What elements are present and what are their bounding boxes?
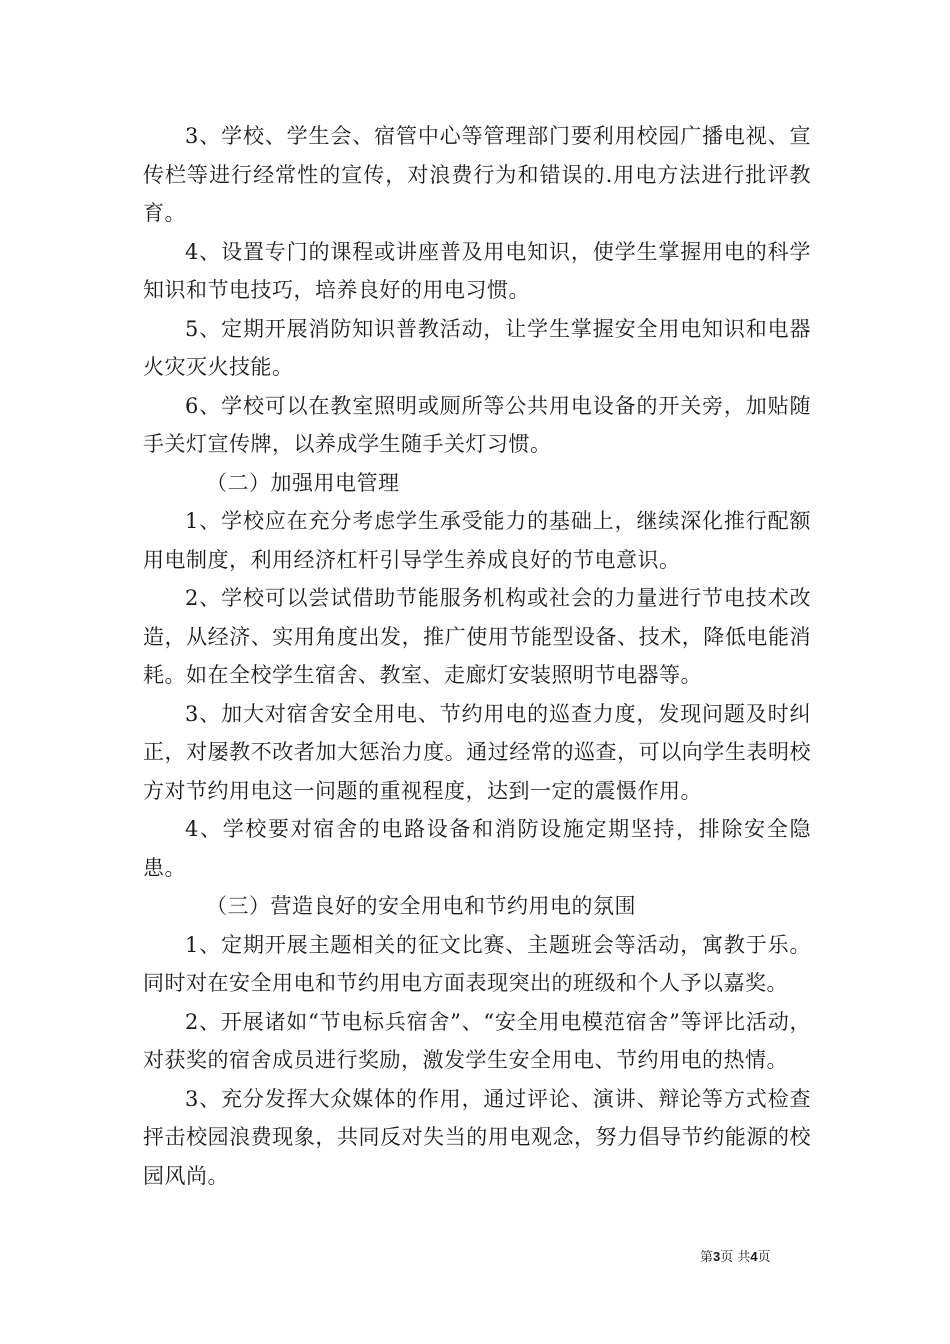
paragraph: 1、定期开展主题相关的征文比赛、主题班会等活动，寓教于乐。同时对在安全用电和节约用电方面表现突出的班级和个人予以嘉奖。 (143, 932, 811, 995)
paragraph: 3、加大对宿舍安全用电、节约用电的巡查力度，发现问题及时纠正，对屡教不改者加大惩治力度。通过经常的巡查，可以向学生表明校方对节约用电这一问题的重视程度，达到一定的震慑作用。 (143, 701, 811, 803)
paragraph: 6、学校可以在教室照明或厕所等公共用电设备的开关旁，加贴随手关灯宣传牌，以养成学生随手关灯习惯。 (143, 393, 811, 456)
page-number-prefix: 第 (700, 1250, 714, 1265)
total-pages-number: 4 (750, 1249, 758, 1264)
page-footer (700, 1248, 830, 1267)
paragraph: 3、学校、学生会、宿管中心等管理部门要利用校园广播电视、宣传栏等进行经常性的宣传，对浪费行为和错误的.用电方法进行批评教育。 (143, 124, 811, 225)
paragraph: 4、学校要对宿舍的电路设备和消防设施定期坚持，排除安全隐患。 (143, 817, 811, 880)
paragraph: 3、充分发挥大众媒体的作用，通过评论、演讲、辩论等方式检查抨击校园浪费现象，共同反对失当的用电观念，努力倡导节约能源的校园风尚。 (143, 1086, 811, 1188)
section-heading: （二）加强用电管理 (206, 470, 400, 495)
paragraph: 5、定期开展消防知识普教活动，让学生掌握安全用电知识和电器火灾灭火技能。 (143, 316, 811, 379)
paragraph: 4、设置专门的课程或讲座普及用电知识，使学生掌握用电的科学知识和节电技巧，培养良好的用电习惯。 (143, 239, 811, 302)
document-body (143, 117, 811, 1195)
section-heading: （三）营造良好的安全用电和节约用电的氛围 (206, 894, 636, 918)
page-number-suffix: 页 (757, 1250, 771, 1265)
paragraph: 2、开展诸如“节电标兵宿舍”、“安全用电模范宿舍”等评比活动，对获奖的宿舍成员进行奖励，激发学生安全用电、节约用电的热情。 (143, 1009, 811, 1072)
page-number-middle: 页 共 (720, 1250, 751, 1265)
paragraph: 2、学校可以尝试借助节能服务机构或社会的力量进行节电技术改造，从经济、实用角度出发，推广使用节能型设备、技术，降低电能消耗。如在全校学生宿舍、教室、走廊灯安装照明节电器等。 (143, 586, 811, 687)
current-page-number: 3 (713, 1249, 721, 1264)
paragraph: 1、学校应在充分考虑学生承受能力的基础上，继续深化推行配额用电制度，利用经济杠杆引导学生养成良好的节电意识。 (143, 509, 811, 572)
